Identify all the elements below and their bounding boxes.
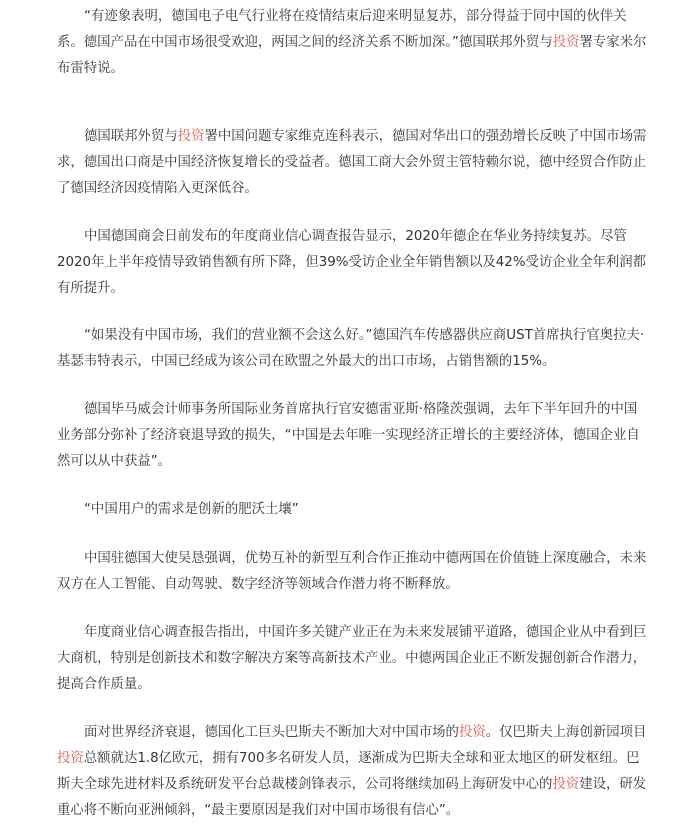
paragraph-text: 面对世界经济衰退，德国化工巨头巴斯夫不断加大对中国市场的	[84, 725, 459, 740]
paragraph	[57, 620, 649, 698]
keyword-link[interactable]: 投资	[552, 777, 580, 792]
keyword-link[interactable]: 投资	[177, 129, 205, 144]
keyword-link[interactable]: 投资	[458, 725, 486, 740]
paragraph-text: 署专家米尔布雷特说。	[57, 35, 647, 76]
keyword-link[interactable]: 投资	[57, 751, 84, 766]
paragraph	[57, 397, 649, 475]
paragraph-text: 德国毕马威会计师事务所国际业务首席执行官安德雷亚斯·格隆茨强调，去年下半年回升的中国业务部分弥补了经济衰退导致的损失，“中国是去年唯一实现经济正增长的主要经济体，德国企业自然可以从中获益”。	[57, 402, 640, 469]
paragraph-text: 总额就达1.8亿欧元，拥有700多名研发人员，逐渐成为巴斯夫全球和亚太地区的研发枢纽。巴斯夫全球先进材料及系统研发平台总裁楼剑锋表示，公司将继续加码上海研发中心的	[57, 751, 640, 792]
paragraph-text: 中国德国商会日前发布的年度商业信心调查报告显示，2020年德企在华业务持续复苏。尽管2020年上半年疫情导致销售额有所下降，但39%受访企业全年销售额以及42%受访企业全年利润都有所提升。	[57, 229, 647, 296]
paragraph-text: 德国联邦外贸与	[84, 129, 178, 144]
paragraph-text: “如果没有中国市场，我们的营业额不会这么好。”德国汽车传感器供应商UST首席执行官奥拉夫·基瑟韦特表示，中国已经成为该公司在欧盟之外最大的出口市场，占销售额的15%。	[57, 328, 645, 369]
paragraph-text: 中国驻德国大使吴恳强调，优势互补的新型互利合作正推动中德两国在价值链上深度融合，未来双方在人工智能、自动驾驶、数字经济等领域合作潜力将不断释放。	[57, 551, 647, 592]
paragraph-text: “有迹象表明，德国电子电气行业将在疫情结束后迎来明显复苏，部分得益于同中国的伙伴关系。德国产品在中国市场很受欢迎，两国之间的经济关系不断加深。”德国联邦外贸与	[57, 9, 627, 50]
keyword-link[interactable]: 投资	[552, 35, 580, 50]
paragraph-text: 建设，研发重心将不断向亚洲倾斜，“最主要原因是我们对中国市场很有信心”。	[57, 777, 647, 818]
section-subheading	[57, 497, 649, 523]
paragraph-text: 署中国问题专家维克连科表示，德国对华出口的强劲增长反映了中国市场需求，德国出口商是中国经济恢复增长的受益者。德国工商大会外贸主管特赖尔说，德中经贸合作防止了德国经济因疫情陷入更深低谷。	[57, 129, 647, 196]
paragraph	[57, 720, 649, 824]
paragraph	[57, 124, 649, 202]
paragraph-text: 。仅巴斯夫上海创新园项目	[485, 725, 647, 740]
paragraph	[57, 4, 649, 82]
paragraph-text: 年度商业信心调查报告指出，中国许多关键产业正在为未来发展铺平道路，德国企业从中看到巨大商机，特别是创新技术和数字解决方案等高新技术产业。中德两国企业正不断发掘创新合作潜力，提高合作质量。	[57, 625, 647, 692]
paragraph-text: “中国用户的需求是创新的肥沃土壤”	[84, 502, 299, 517]
paragraph	[57, 323, 649, 375]
paragraph	[57, 224, 649, 302]
paragraph	[57, 546, 649, 598]
